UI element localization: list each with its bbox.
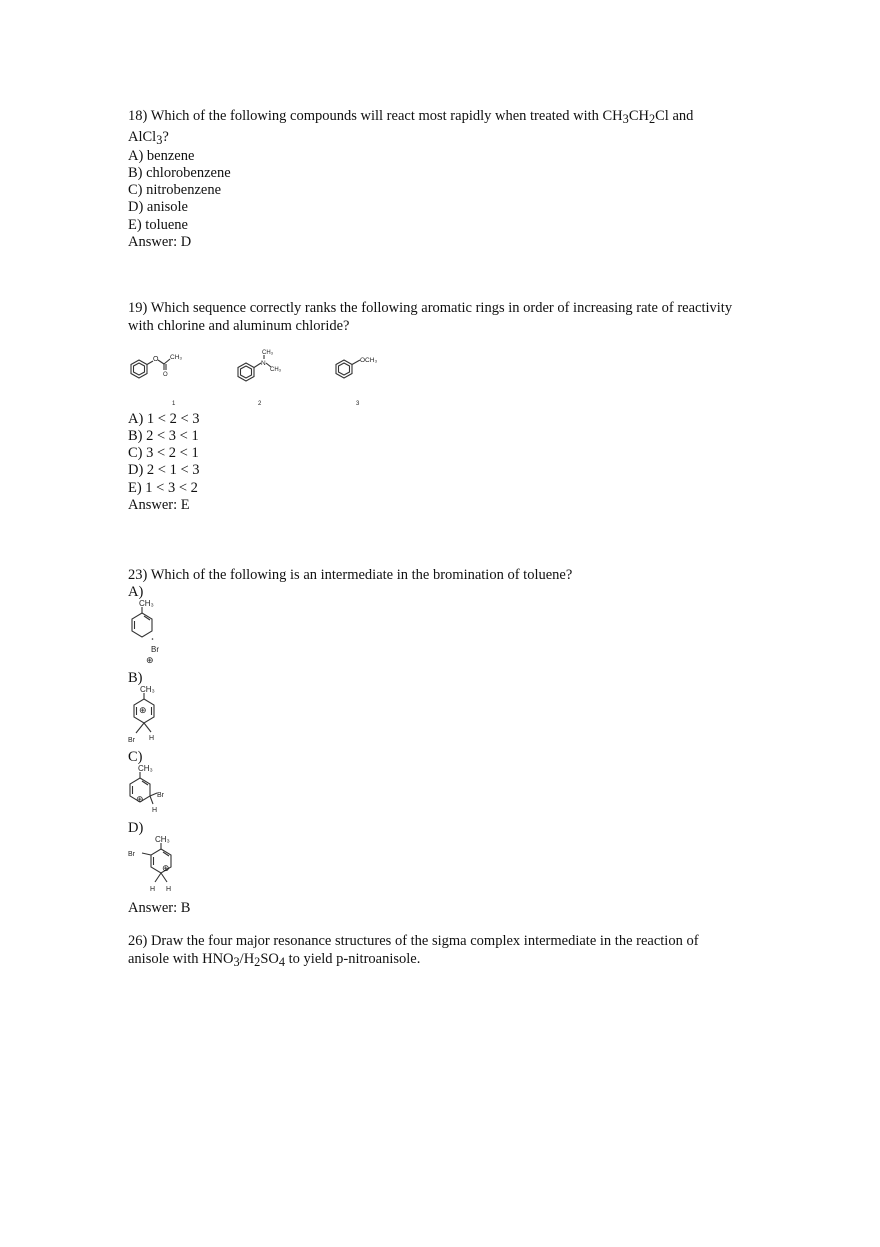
methyl-label: CH₃ [139,599,154,608]
q19-option-e: E) 1 < 3 < 2 [128,480,198,496]
q19-answer: Answer: E [128,497,190,513]
q18-option-a: A) benzene [128,148,195,164]
q18-option-c: C) nitrobenzene [128,182,222,198]
q19-structure-2 [238,350,282,407]
q19-structure-3 [336,357,377,407]
q26-stem-text: to yield p-nitroanisole. [285,951,421,967]
q19-option-a: A) 1 < 2 < 3 [128,411,200,427]
hydrogen-label: H [150,886,156,893]
q19-structure-1 [131,354,182,407]
methyl-label: CH₃ [138,764,153,773]
positive-charge-icon: ⊕ [136,794,144,804]
subscript: 3 [233,955,240,970]
q18-stem-line-1 [128,108,693,128]
q23-option-a-structure [125,595,185,667]
q18-stem-line-2 [128,129,169,149]
hydrogen-label: H [152,807,158,814]
q23-stem: 23) Which of the following is an intermediate in the bromination of toluene? [128,567,573,583]
q23-option-d-label: D) [128,820,144,836]
q19-option-c: C) 3 < 2 < 1 [128,445,199,461]
bromine-label: Br [128,737,135,744]
structure-number-3: 3 [356,401,360,407]
subscript: 2 [254,955,261,970]
methyl-label: CH₃ [262,350,274,356]
carbonyl-oxygen-label: O [163,372,168,378]
q19-stem-line-1: 19) Which sequence correctly ranks the following aromatic rings in order of increasing rate of reactivity [128,300,733,316]
q19-option-b: B) 2 < 3 < 1 [128,428,199,444]
q26-stem-line-1: 26) Draw the four major resonance structures of the sigma complex intermediate in the reaction of [128,933,699,949]
q18-option-d: D) anisole [128,199,188,215]
q18-option-e: E) toluene [128,217,188,233]
q18-stem-text: ? [162,129,169,145]
methoxy-label: OCH₃ [360,357,378,364]
methyl-label: CH₃ [155,835,170,844]
q23-option-a-label: A) [128,584,144,600]
q23-option-b-label: B) [128,670,143,686]
nitrogen-label: N [261,360,266,367]
hydrogen-label: H [166,886,172,893]
oxygen-label: O [153,356,159,363]
positive-charge-icon: ⊕ [139,705,147,715]
q26-stem-text: /H [239,951,255,967]
q18-stem-text: CH [628,108,649,124]
q18-stem-text: 18) Which of the following compounds will react most rapidly when treated with CH [128,108,623,124]
bromine-label: Br [151,645,159,654]
q19-option-d: D) 2 < 1 < 3 [128,462,200,478]
q26-stem-text: anisole with HNO [128,951,234,967]
subscript: 3 [156,133,163,148]
positive-charge-icon: ⊕ [146,655,154,665]
methyl-label: CH₃ [270,367,282,373]
q18-option-b: B) chlorobenzene [128,165,231,181]
q23-option-c-label: C) [128,749,143,765]
positive-charge-icon: ⊕ [162,863,170,873]
q23-option-c-structure [125,760,185,822]
q18-stem-text: AlCl [128,129,157,145]
bromine-label: Br [128,851,135,858]
q19-structures [125,345,395,410]
q23-answer: Answer: B [128,900,191,916]
q19-stem-line-2: with chlorine and aluminum chloride? [128,318,350,334]
q26-stem-line-2 [128,951,420,971]
q23-option-d-structure [125,831,195,899]
hydrogen-label: H [149,735,155,742]
bromine-label: Br [157,792,164,799]
subscript: 2 [648,112,656,127]
methyl-label: CH₃ [170,354,183,361]
subscript: 4 [278,955,286,970]
q18-stem-text: Cl and [655,108,694,124]
structure-number-2: 2 [258,401,262,407]
structure-number-1: 1 [172,401,176,407]
subscript: 3 [622,112,629,127]
q23-option-b-structure [125,681,185,747]
methyl-label: CH₃ [140,685,155,694]
q26-stem-text: SO [260,951,279,967]
q18-answer: Answer: D [128,234,192,250]
